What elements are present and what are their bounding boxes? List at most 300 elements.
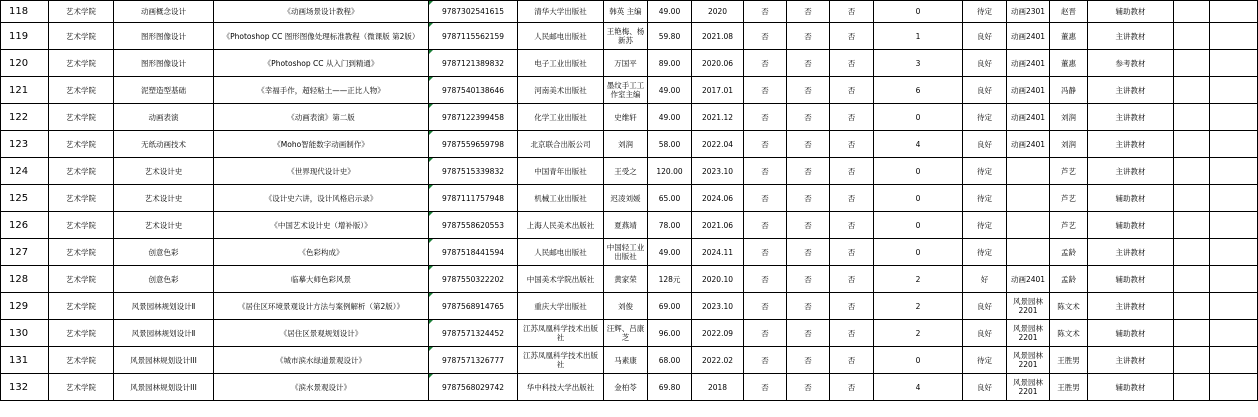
price-cell[interactable]: 89.00 — [648, 50, 692, 77]
isbn-cell[interactable]: 9787540138646 — [429, 77, 518, 104]
teacher-cell[interactable]: 冯静 — [1050, 77, 1088, 104]
material-type-cell[interactable]: 辅助教材 — [1088, 374, 1174, 401]
count-cell[interactable]: 2 — [874, 266, 963, 293]
book-title-cell[interactable]: 《Photoshop CC 图形图像处理标准教程（微课版 第2版） — [214, 23, 429, 50]
pub-date-cell[interactable]: 2020.10 — [692, 266, 744, 293]
empty-cell[interactable] — [1210, 1, 1258, 23]
row-number[interactable]: 121 — [1, 77, 49, 104]
rating-cell[interactable]: 待定 — [963, 104, 1007, 131]
teacher-cell[interactable]: 王胜男 — [1050, 347, 1088, 374]
table-row — [1, 50, 1258, 77]
material-type-cell[interactable]: 参考教材 — [1088, 50, 1174, 77]
flag-cell-3[interactable]: 否 — [830, 185, 874, 212]
flag-cell-3[interactable]: 否 — [830, 23, 874, 50]
college-cell[interactable]: 艺术学院 — [49, 77, 114, 104]
empty-cell[interactable] — [1174, 104, 1210, 131]
class-cell[interactable] — [1007, 185, 1050, 212]
pub-date-cell[interactable]: 2018 — [692, 374, 744, 401]
rating-cell[interactable]: 良好 — [963, 77, 1007, 104]
row-number[interactable]: 127 — [1, 239, 49, 266]
flag-cell-1[interactable]: 否 — [744, 320, 787, 347]
book-title-cell[interactable]: 临摹大师色彩风景 — [214, 266, 429, 293]
isbn-cell[interactable]: 9787302541615 — [429, 1, 518, 23]
book-title-cell[interactable]: 《动画场景设计教程》 — [214, 1, 429, 23]
teacher-cell[interactable]: 芦艺 — [1050, 158, 1088, 185]
rating-cell[interactable]: 待定 — [963, 158, 1007, 185]
course-cell[interactable]: 泥塑造型基础 — [114, 77, 214, 104]
course-cell[interactable]: 风景园林规划设计Ⅱ — [114, 320, 214, 347]
flag-cell-1[interactable]: 否 — [744, 347, 787, 374]
empty-cell[interactable] — [1174, 131, 1210, 158]
flag-cell-3[interactable]: 否 — [830, 347, 874, 374]
row-number[interactable]: 123 — [1, 131, 49, 158]
empty-cell[interactable] — [1210, 185, 1258, 212]
table-row — [1, 293, 1258, 320]
course-cell[interactable]: 艺术设计史 — [114, 212, 214, 239]
empty-cell[interactable] — [1210, 23, 1258, 50]
college-cell[interactable]: 艺术学院 — [49, 104, 114, 131]
course-cell[interactable]: 动画表演 — [114, 104, 214, 131]
empty-cell[interactable] — [1210, 104, 1258, 131]
row-number[interactable]: 124 — [1, 158, 49, 185]
publisher-cell[interactable]: 化学工业出版社 — [518, 104, 604, 131]
course-cell[interactable]: 无纸动画技术 — [114, 131, 214, 158]
flag-cell-2[interactable]: 否 — [787, 1, 830, 23]
table-row — [1, 104, 1258, 131]
material-type-cell[interactable]: 辅助教材 — [1088, 266, 1174, 293]
class-cell[interactable]: 风景园林2201 — [1007, 293, 1050, 320]
flag-cell-3[interactable]: 否 — [830, 374, 874, 401]
author-cell[interactable]: 王受之 — [604, 158, 648, 185]
class-cell[interactable]: 动画2301 — [1007, 1, 1050, 23]
empty-cell[interactable] — [1174, 50, 1210, 77]
author-cell[interactable]: 韩英 主编 — [604, 1, 648, 23]
table-row — [1, 374, 1258, 401]
empty-cell[interactable] — [1210, 212, 1258, 239]
teacher-cell[interactable]: 赵晋 — [1050, 1, 1088, 23]
empty-cell[interactable] — [1174, 77, 1210, 104]
flag-cell-3[interactable]: 否 — [830, 50, 874, 77]
empty-cell[interactable] — [1174, 23, 1210, 50]
count-cell[interactable]: 2 — [874, 320, 963, 347]
isbn-cell[interactable]: 9787121389832 — [429, 50, 518, 77]
rating-cell[interactable]: 待定 — [963, 185, 1007, 212]
empty-cell[interactable] — [1210, 320, 1258, 347]
teacher-cell[interactable]: 孟龄 — [1050, 239, 1088, 266]
book-title-cell[interactable]: 《中国艺术设计史（增补版）》 — [214, 212, 429, 239]
table-row — [1, 77, 1258, 104]
material-type-cell[interactable]: 辅助教材 — [1088, 320, 1174, 347]
college-cell[interactable]: 艺术学院 — [49, 23, 114, 50]
pub-date-cell[interactable]: 2022.04 — [692, 131, 744, 158]
empty-cell[interactable] — [1210, 158, 1258, 185]
publisher-cell[interactable]: 江苏凤凰科学技术出版社 — [518, 347, 604, 374]
flag-cell-3[interactable]: 否 — [830, 239, 874, 266]
empty-cell[interactable] — [1174, 212, 1210, 239]
material-type-cell[interactable]: 主讲教材 — [1088, 293, 1174, 320]
course-cell[interactable]: 风景园林规划设计III — [114, 347, 214, 374]
pub-date-cell[interactable]: 2023.10 — [692, 158, 744, 185]
course-cell[interactable]: 风景园林规划设计III — [114, 374, 214, 401]
row-number[interactable]: 129 — [1, 293, 49, 320]
rating-cell[interactable]: 待定 — [963, 347, 1007, 374]
class-cell[interactable]: 动画2401 — [1007, 77, 1050, 104]
count-cell[interactable]: 0 — [874, 212, 963, 239]
flag-cell-2[interactable]: 否 — [787, 239, 830, 266]
teacher-cell[interactable]: 刘润 — [1050, 104, 1088, 131]
table-row — [1, 266, 1258, 293]
price-cell[interactable]: 49.00 — [648, 1, 692, 23]
isbn-cell[interactable]: 9787518441594 — [429, 239, 518, 266]
class-cell[interactable]: 动画2401 — [1007, 104, 1050, 131]
author-cell[interactable]: 金柏苓 — [604, 374, 648, 401]
price-cell[interactable]: 96.00 — [648, 320, 692, 347]
empty-cell[interactable] — [1210, 293, 1258, 320]
price-cell[interactable]: 69.00 — [648, 293, 692, 320]
empty-cell[interactable] — [1210, 266, 1258, 293]
class-cell[interactable] — [1007, 239, 1050, 266]
flag-cell-1[interactable]: 否 — [744, 104, 787, 131]
book-title-cell[interactable]: 《Photoshop CC 从入门到精通》 — [214, 50, 429, 77]
row-number[interactable]: 130 — [1, 320, 49, 347]
row-number[interactable]: 132 — [1, 374, 49, 401]
row-number[interactable]: 120 — [1, 50, 49, 77]
empty-cell[interactable] — [1174, 185, 1210, 212]
author-cell[interactable]: 马素康 — [604, 347, 648, 374]
flag-cell-3[interactable]: 否 — [830, 212, 874, 239]
pub-date-cell[interactable]: 2022.02 — [692, 347, 744, 374]
isbn-cell[interactable]: 9787115562159 — [429, 23, 518, 50]
row-number[interactable]: 122 — [1, 104, 49, 131]
course-cell[interactable]: 艺术设计史 — [114, 158, 214, 185]
isbn-cell[interactable]: 9787550322202 — [429, 266, 518, 293]
teacher-cell[interactable]: 陈文术 — [1050, 293, 1088, 320]
course-cell[interactable]: 图形图像设计 — [114, 23, 214, 50]
class-cell[interactable]: 风景园林2201 — [1007, 374, 1050, 401]
teacher-cell[interactable]: 陈文术 — [1050, 320, 1088, 347]
course-cell[interactable]: 动画概念设计 — [114, 1, 214, 23]
teacher-cell[interactable]: 王胜男 — [1050, 374, 1088, 401]
course-cell[interactable]: 风景园林规划设计Ⅱ — [114, 293, 214, 320]
author-cell[interactable]: 汪辉、吕康芝 — [604, 320, 648, 347]
table-row — [1, 1, 1258, 23]
count-cell[interactable]: 0 — [874, 1, 963, 23]
empty-cell[interactable] — [1210, 374, 1258, 401]
flag-cell-1[interactable]: 否 — [744, 158, 787, 185]
rating-cell[interactable]: 好 — [963, 266, 1007, 293]
price-cell[interactable]: 69.80 — [648, 374, 692, 401]
flag-cell-3[interactable]: 否 — [830, 77, 874, 104]
isbn-cell[interactable]: 9787559659798 — [429, 131, 518, 158]
flag-cell-2[interactable]: 否 — [787, 320, 830, 347]
row-number[interactable]: 131 — [1, 347, 49, 374]
book-title-cell[interactable]: 《世界现代设计史》 — [214, 158, 429, 185]
college-cell[interactable]: 艺术学院 — [49, 50, 114, 77]
rating-cell[interactable]: 良好 — [963, 293, 1007, 320]
book-title-cell[interactable]: 《城市滨水绿道景观设计》 — [214, 347, 429, 374]
author-cell[interactable]: 夏燕靖 — [604, 212, 648, 239]
flag-cell-3[interactable]: 否 — [830, 131, 874, 158]
table-row — [1, 185, 1258, 212]
table-body — [1, 1, 1258, 401]
pub-date-cell[interactable]: 2017.01 — [692, 77, 744, 104]
college-cell[interactable]: 艺术学院 — [49, 347, 114, 374]
flag-cell-2[interactable]: 否 — [787, 266, 830, 293]
rating-cell[interactable]: 良好 — [963, 320, 1007, 347]
price-cell[interactable]: 128元 — [648, 266, 692, 293]
course-cell[interactable]: 创意色彩 — [114, 266, 214, 293]
count-cell[interactable]: 4 — [874, 131, 963, 158]
price-cell[interactable]: 49.00 — [648, 239, 692, 266]
material-type-cell[interactable]: 主讲教材 — [1088, 104, 1174, 131]
publisher-cell[interactable]: 华中科技大学出版社 — [518, 374, 604, 401]
material-type-cell[interactable]: 辅助教材 — [1088, 185, 1174, 212]
price-cell[interactable]: 49.00 — [648, 77, 692, 104]
material-type-cell[interactable]: 主讲教材 — [1088, 77, 1174, 104]
flag-cell-1[interactable]: 否 — [744, 185, 787, 212]
row-number[interactable]: 118 — [1, 1, 49, 23]
author-cell[interactable]: 万国平 — [604, 50, 648, 77]
table-row — [1, 131, 1258, 158]
flag-cell-2[interactable]: 否 — [787, 374, 830, 401]
isbn-cell[interactable]: 9787568029742 — [429, 374, 518, 401]
author-cell[interactable]: 墨纹手工工作室主编 — [604, 77, 648, 104]
row-number[interactable]: 125 — [1, 185, 49, 212]
count-cell[interactable]: 0 — [874, 185, 963, 212]
publisher-cell[interactable]: 上海人民美术出版社 — [518, 212, 604, 239]
class-cell[interactable] — [1007, 158, 1050, 185]
rating-cell[interactable]: 良好 — [963, 374, 1007, 401]
count-cell[interactable]: 0 — [874, 239, 963, 266]
flag-cell-2[interactable]: 否 — [787, 347, 830, 374]
rating-cell[interactable]: 良好 — [963, 50, 1007, 77]
count-cell[interactable]: 4 — [874, 374, 963, 401]
empty-cell[interactable] — [1174, 374, 1210, 401]
class-cell[interactable]: 动画2401 — [1007, 266, 1050, 293]
book-title-cell[interactable]: 《设计史六讲，设计风格启示录》 — [214, 185, 429, 212]
material-type-cell[interactable]: 辅助教材 — [1088, 1, 1174, 23]
price-cell[interactable]: 68.00 — [648, 347, 692, 374]
empty-cell[interactable] — [1210, 347, 1258, 374]
pub-date-cell[interactable]: 2021.08 — [692, 23, 744, 50]
pub-date-cell[interactable]: 2020 — [692, 1, 744, 23]
isbn-cell[interactable]: 9787122399458 — [429, 104, 518, 131]
book-title-cell[interactable]: 《Moho智能数字动画制作》 — [214, 131, 429, 158]
flag-cell-1[interactable]: 否 — [744, 1, 787, 23]
college-cell[interactable]: 艺术学院 — [49, 185, 114, 212]
flag-cell-1[interactable]: 否 — [744, 23, 787, 50]
teacher-cell[interactable]: 刘润 — [1050, 131, 1088, 158]
price-cell[interactable]: 59.80 — [648, 23, 692, 50]
flag-cell-3[interactable]: 否 — [830, 1, 874, 23]
pub-date-cell[interactable]: 2024.11 — [692, 239, 744, 266]
class-cell[interactable] — [1007, 212, 1050, 239]
pub-date-cell[interactable]: 2024.06 — [692, 185, 744, 212]
book-title-cell[interactable]: 《滨水景观设计》 — [214, 374, 429, 401]
count-cell[interactable]: 6 — [874, 77, 963, 104]
isbn-cell[interactable]: 9787571326777 — [429, 347, 518, 374]
college-cell[interactable]: 艺术学院 — [49, 374, 114, 401]
empty-cell[interactable] — [1174, 320, 1210, 347]
table-row — [1, 23, 1258, 50]
publisher-cell[interactable]: 清华大学出版社 — [518, 1, 604, 23]
flag-cell-3[interactable]: 否 — [830, 266, 874, 293]
price-cell[interactable]: 58.00 — [648, 131, 692, 158]
author-cell[interactable]: 刘润 — [604, 131, 648, 158]
empty-cell[interactable] — [1210, 131, 1258, 158]
flag-cell-1[interactable]: 否 — [744, 212, 787, 239]
college-cell[interactable]: 艺术学院 — [49, 212, 114, 239]
empty-cell[interactable] — [1210, 50, 1258, 77]
book-title-cell[interactable]: 《色彩构成》 — [214, 239, 429, 266]
publisher-cell[interactable]: 江苏凤凰科学技术出版社 — [518, 320, 604, 347]
flag-cell-2[interactable]: 否 — [787, 158, 830, 185]
material-type-cell[interactable]: 主讲教材 — [1088, 239, 1174, 266]
author-cell[interactable]: 史维轩 — [604, 104, 648, 131]
pub-date-cell[interactable]: 2020.06 — [692, 50, 744, 77]
book-title-cell[interactable]: 《幸福手作，超轻粘土——正比人物》 — [214, 77, 429, 104]
count-cell[interactable]: 2 — [874, 293, 963, 320]
teacher-cell[interactable]: 孟龄 — [1050, 266, 1088, 293]
class-cell[interactable]: 风景园林2201 — [1007, 347, 1050, 374]
rating-cell[interactable]: 待定 — [963, 1, 1007, 23]
flag-cell-2[interactable]: 否 — [787, 104, 830, 131]
flag-cell-1[interactable]: 否 — [744, 374, 787, 401]
college-cell[interactable]: 艺术学院 — [49, 293, 114, 320]
publisher-cell[interactable]: 机械工业出版社 — [518, 185, 604, 212]
class-cell[interactable]: 动画2401 — [1007, 131, 1050, 158]
flag-cell-3[interactable]: 否 — [830, 158, 874, 185]
publisher-cell[interactable]: 人民邮电出版社 — [518, 239, 604, 266]
flag-cell-1[interactable]: 否 — [744, 266, 787, 293]
flag-cell-2[interactable]: 否 — [787, 293, 830, 320]
row-number[interactable]: 126 — [1, 212, 49, 239]
publisher-cell[interactable]: 中国青年出版社 — [518, 158, 604, 185]
price-cell[interactable]: 120.00 — [648, 158, 692, 185]
college-cell[interactable]: 艺术学院 — [49, 131, 114, 158]
pub-date-cell[interactable]: 2023.10 — [692, 293, 744, 320]
course-cell[interactable]: 创意色彩 — [114, 239, 214, 266]
rating-cell[interactable]: 良好 — [963, 23, 1007, 50]
publisher-cell[interactable]: 河南美术出版社 — [518, 77, 604, 104]
flag-cell-2[interactable]: 否 — [787, 50, 830, 77]
count-cell[interactable]: 0 — [874, 347, 963, 374]
flag-cell-1[interactable]: 否 — [744, 131, 787, 158]
flag-cell-3[interactable]: 否 — [830, 104, 874, 131]
isbn-cell[interactable]: 9787568914765 — [429, 293, 518, 320]
isbn-cell[interactable]: 9787558620553 — [429, 212, 518, 239]
teacher-cell[interactable]: 董惠 — [1050, 23, 1088, 50]
isbn-cell[interactable]: 9787571324452 — [429, 320, 518, 347]
material-type-cell[interactable]: 主讲教材 — [1088, 347, 1174, 374]
author-cell[interactable]: 刘俊 — [604, 293, 648, 320]
teacher-cell[interactable]: 芦艺 — [1050, 212, 1088, 239]
course-cell[interactable]: 图形图像设计 — [114, 50, 214, 77]
book-title-cell[interactable]: 《居住区环境景观设计方法与案例解析（第2版）》 — [214, 293, 429, 320]
book-title-cell[interactable]: 《动画表演》第二版 — [214, 104, 429, 131]
row-number[interactable]: 128 — [1, 266, 49, 293]
flag-cell-2[interactable]: 否 — [787, 77, 830, 104]
college-cell[interactable]: 艺术学院 — [49, 266, 114, 293]
author-cell[interactable]: 王艳梅、杨新苏 — [604, 23, 648, 50]
table-row — [1, 347, 1258, 374]
flag-cell-1[interactable]: 否 — [744, 293, 787, 320]
table-row — [1, 158, 1258, 185]
empty-cell[interactable] — [1174, 239, 1210, 266]
college-cell[interactable]: 艺术学院 — [49, 1, 114, 23]
college-cell[interactable]: 艺术学院 — [49, 239, 114, 266]
book-title-cell[interactable]: 《居住区景观规划设计》 — [214, 320, 429, 347]
flag-cell-2[interactable]: 否 — [787, 185, 830, 212]
class-cell[interactable]: 动画2401 — [1007, 50, 1050, 77]
count-cell[interactable]: 0 — [874, 158, 963, 185]
class-cell[interactable]: 动画2401 — [1007, 23, 1050, 50]
flag-cell-1[interactable]: 否 — [744, 77, 787, 104]
material-type-cell[interactable]: 主讲教材 — [1088, 158, 1174, 185]
publisher-cell[interactable]: 人民邮电出版社 — [518, 23, 604, 50]
pub-date-cell[interactable]: 2022.09 — [692, 320, 744, 347]
empty-cell[interactable] — [1174, 158, 1210, 185]
teacher-cell[interactable]: 芦艺 — [1050, 185, 1088, 212]
price-cell[interactable]: 49.00 — [648, 104, 692, 131]
flag-cell-3[interactable]: 否 — [830, 320, 874, 347]
publisher-cell[interactable]: 电子工业出版社 — [518, 50, 604, 77]
publisher-cell[interactable]: 北京联合出版公司 — [518, 131, 604, 158]
rating-cell[interactable]: 良好 — [963, 131, 1007, 158]
material-type-cell[interactable]: 主讲教材 — [1088, 23, 1174, 50]
count-cell[interactable]: 0 — [874, 104, 963, 131]
table-row — [1, 212, 1258, 239]
teacher-cell[interactable]: 董惠 — [1050, 50, 1088, 77]
class-cell[interactable]: 风景园林2201 — [1007, 320, 1050, 347]
publisher-cell[interactable]: 中国美术学院出版社 — [518, 266, 604, 293]
college-cell[interactable]: 艺术学院 — [49, 320, 114, 347]
flag-cell-1[interactable]: 否 — [744, 50, 787, 77]
empty-cell[interactable] — [1210, 239, 1258, 266]
college-cell[interactable]: 艺术学院 — [49, 158, 114, 185]
empty-cell[interactable] — [1174, 347, 1210, 374]
flag-cell-3[interactable]: 否 — [830, 293, 874, 320]
pub-date-cell[interactable]: 2021.06 — [692, 212, 744, 239]
course-cell[interactable]: 艺术设计史 — [114, 185, 214, 212]
row-number[interactable]: 119 — [1, 23, 49, 50]
count-cell[interactable]: 1 — [874, 23, 963, 50]
empty-cell[interactable] — [1174, 1, 1210, 23]
flag-cell-2[interactable]: 否 — [787, 212, 830, 239]
table-row — [1, 320, 1258, 347]
author-cell[interactable]: 黄家荣 — [604, 266, 648, 293]
publisher-cell[interactable]: 重庆大学出版社 — [518, 293, 604, 320]
isbn-cell[interactable]: 9787515339832 — [429, 158, 518, 185]
empty-cell[interactable] — [1174, 266, 1210, 293]
rating-cell[interactable]: 待定 — [963, 239, 1007, 266]
author-cell[interactable]: 中国轻工业出版社 — [604, 239, 648, 266]
empty-cell[interactable] — [1210, 77, 1258, 104]
author-cell[interactable]: 迟凌刘媛 — [604, 185, 648, 212]
price-cell[interactable]: 65.00 — [648, 185, 692, 212]
rating-cell[interactable]: 待定 — [963, 212, 1007, 239]
material-type-cell[interactable]: 主讲教材 — [1088, 131, 1174, 158]
pub-date-cell[interactable]: 2021.12 — [692, 104, 744, 131]
flag-cell-2[interactable]: 否 — [787, 23, 830, 50]
empty-cell[interactable] — [1174, 293, 1210, 320]
price-cell[interactable]: 78.00 — [648, 212, 692, 239]
isbn-cell[interactable]: 9787111757948 — [429, 185, 518, 212]
material-type-cell[interactable]: 辅助教材 — [1088, 212, 1174, 239]
count-cell[interactable]: 3 — [874, 50, 963, 77]
flag-cell-2[interactable]: 否 — [787, 131, 830, 158]
flag-cell-1[interactable]: 否 — [744, 239, 787, 266]
